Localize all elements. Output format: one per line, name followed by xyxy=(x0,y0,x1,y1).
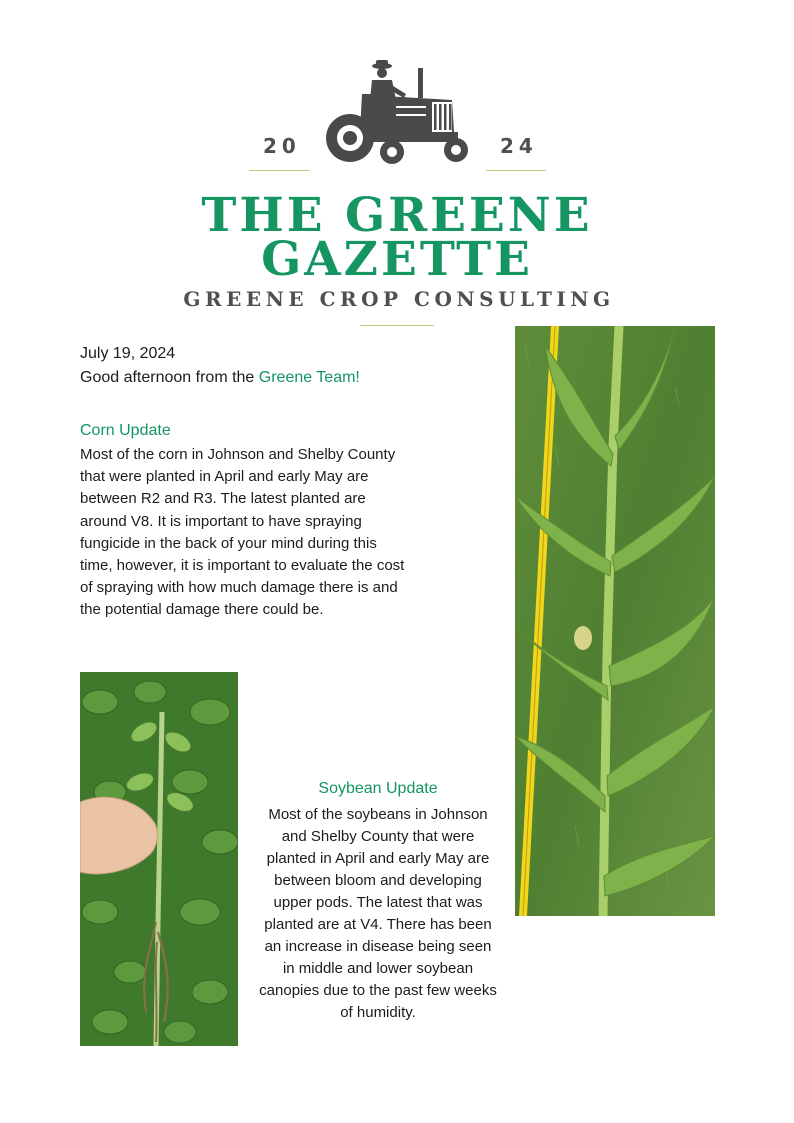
greeting xyxy=(80,369,360,387)
year-right-rule xyxy=(486,170,546,171)
soybean-update-heading: Soybean Update xyxy=(318,780,438,797)
gazette-title-line2: GAZETTE xyxy=(261,232,533,287)
soybean-plant-photo xyxy=(80,672,238,1046)
corn-update-heading: Corn Update xyxy=(80,422,171,439)
issue-date: July 19, 2024 xyxy=(80,345,176,362)
company-subtitle: GREENE CROP CONSULTING xyxy=(183,287,615,311)
greeting-prefix: Good afternoon from the xyxy=(80,369,259,386)
tractor-farmer-icon xyxy=(326,58,468,172)
year-left-rule xyxy=(249,170,309,171)
subtitle-rule xyxy=(360,325,434,326)
year-right: 24 xyxy=(500,134,538,158)
gazette-title-line1: THE GREENE xyxy=(201,188,593,243)
corn-plant-photo xyxy=(515,326,715,916)
soybean-update-body: Most of the soybeans in Johnson and Shelby County that were planted in April and early May are between bloom and developing upper pods. The latest that was planted are at V4. There has been an increase in disease being seen in middle and lower soybean canopies due to the past few weeks of humidity. xyxy=(259,806,497,1021)
year-left: 20 xyxy=(263,134,301,158)
corn-update-body: Most of the corn in Johnson and Shelby County that were planted in April and early May are between R2 and R3. The latest planted are around V8. It is important to have spraying fungicide in the back of your mind during this time, however, it is important to evaluate the cost of spraying with how much damage there is and the potential damage there could be. xyxy=(80,446,405,619)
greeting-team-name: Greene Team! xyxy=(258,369,360,386)
